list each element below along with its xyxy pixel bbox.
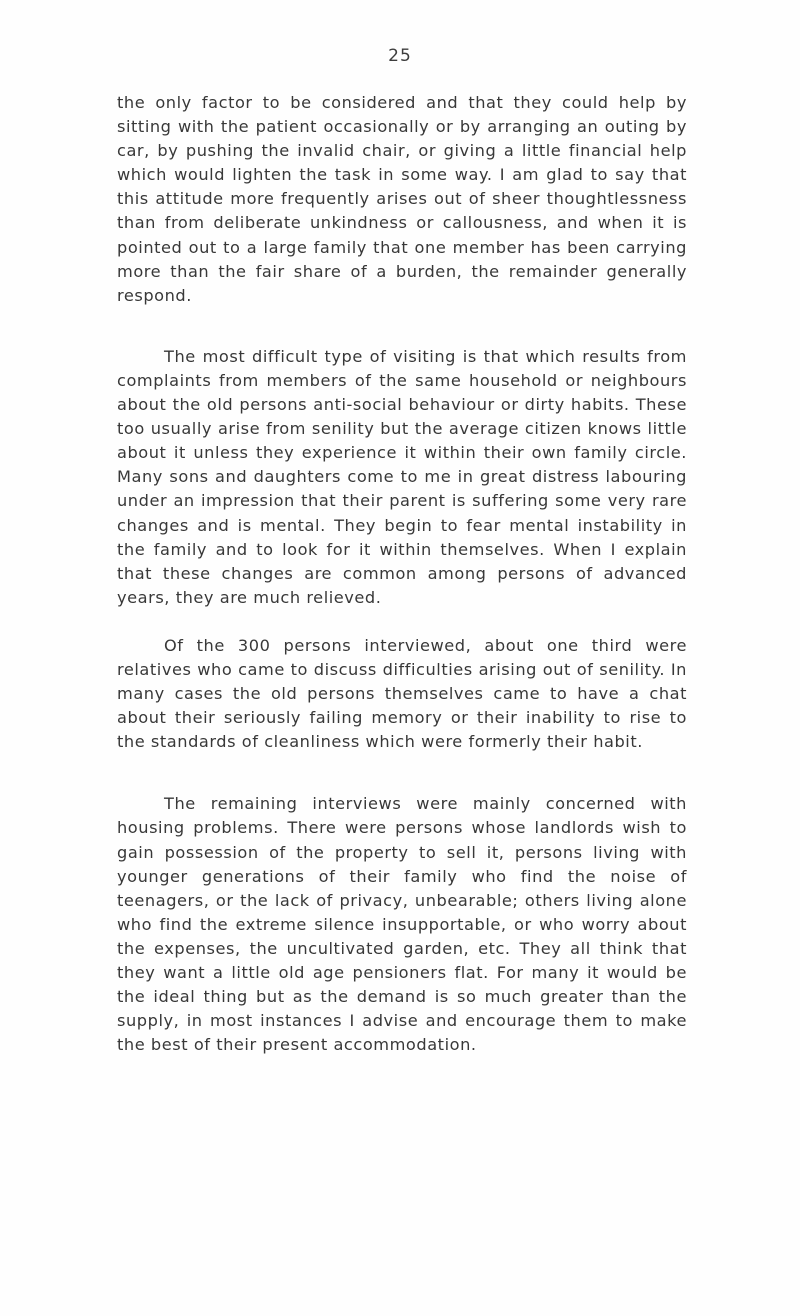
paragraph-housing-problems: The remaining interviews were mainly concerned with housing problems. There were persons whose landlords wish to gain possession of the property to sell it, persons living with younger generations of their family who find the noise of teenagers, or the lack of privacy, unbearable; others living alone who find the extreme silence insupportable, or who worry about the expenses, the uncultivated garden, etc. They all think that they want a little old age pensioners flat. For many it would be the ideal thing but as the demand is so much greater than the supply, in most instances I advise and encourage them to make the best of their present accommodation. [117,794,687,1055]
page-number: 25 [388,46,412,66]
paragraph-difficult-visiting: The most difficult type of visiting is that which results from complaints from members of the same household or neighbours about the old persons anti-social behaviour or dirty habits. These too usually arise from senility but the average citizen knows little about it unless they experience it within their own family circle. Many sons and daughters come to me in great distress labouring under an impression that their parent is suffering some very rare changes and is mental. They begin to fear mental instability in the family and to look for it within themselves. When I explain that these changes are common among persons of advanced years, they are much relieved. [117,346,687,607]
paragraph-continuation: the only factor to be considered and that they could help by sitting with the patient occasionally or by arranging an outing by car, by pushing the invalid chair, or giving a little financial help which would lighten the task in some way. I am glad to say that this attitude more frequently arises out of sheer thoughtlessness than from deliberate unkindness or callousness, and when it is pointed out to a large family that one member has been carrying more than the fair share of a burden, the remainder generally respond. [117,93,687,305]
paragraph-persons-interviewed: Of the 300 persons interviewed, about one third were relatives who came to discuss difficulties arising out of senility. In many cases the old persons themselves came to have a chat about their seriously failing memory or their inability to rise to the standards of cleanliness which were formerly their habit. [117,635,687,752]
text-body [117,91,687,1057]
